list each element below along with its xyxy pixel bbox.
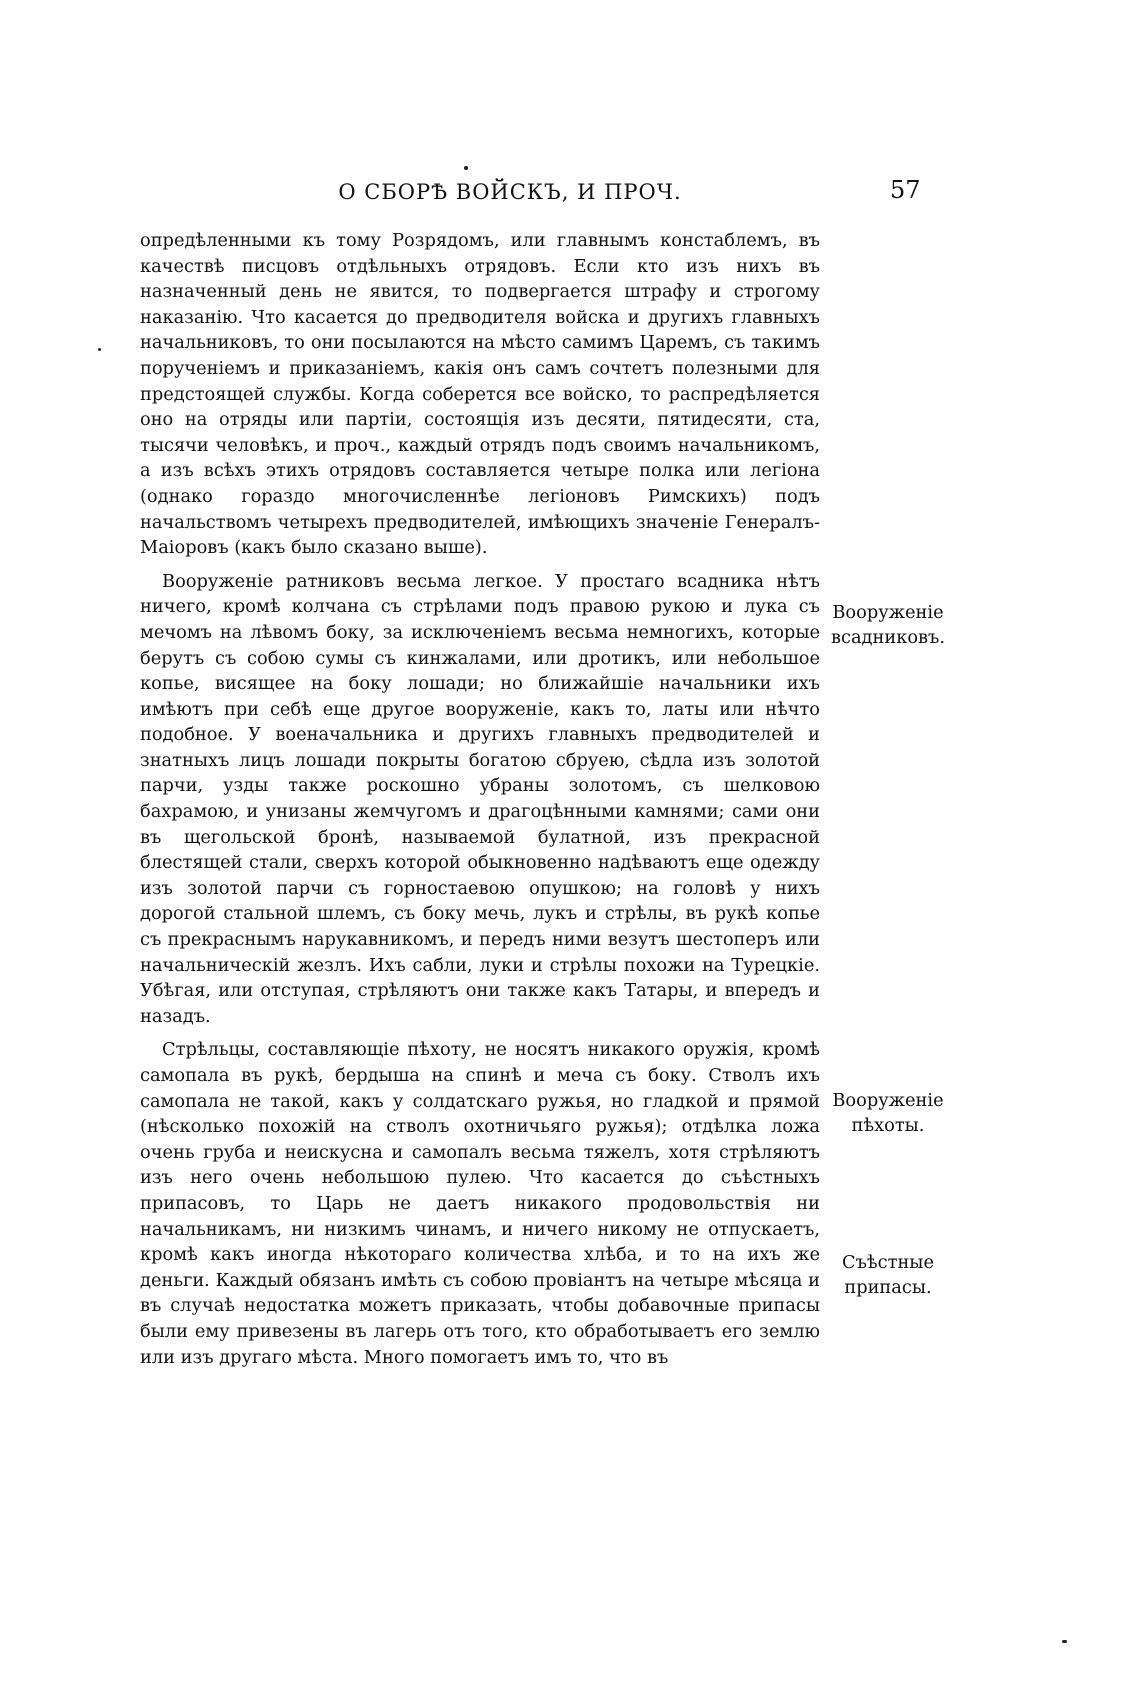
marginal-note: Вооруженіе всадниковъ. xyxy=(830,602,945,648)
paragraph: Стрѣльцы, составляющіе пѣхоту, не носятъ никакого оружія, кромѣ самопала въ рукѣ, бердыша на спинѣ и меча съ боку. Стволъ ихъ самопала не такой, какъ у солдатскаго ружья, но гладкой и прямой (нѣсколько похожій на стволъ охотничьяго ружья); отдѣлка ложа очень груба и неискусна и самопалъ весьма тяжелъ, хотя стрѣляютъ изъ него очень небольшою пулею. Что касается до съѣстныхъ припасовъ, то Царь не даетъ никакого продовольствія ни начальникамъ, ни низкимъ чинамъ, и ничего никому не отпускаетъ, кромѣ какъ иногда нѣкотораго количества хлѣба, и то на ихъ же деньги. Каждый обязанъ имѣть съ собою провіантъ на четыре мѣсяца и въ случаѣ недостатка можетъ приказать, чтобы добавочные припасы были ему привезены въ лагерь отъ того, кто обработываетъ его землю или изъ другаго мѣста. Много помогаетъ имъ то, что въ xyxy=(140,1039,820,1368)
ink-speck xyxy=(98,348,101,351)
paragraph: Вооруженіе ратниковъ весьма легкое. У простаго всадника нѣтъ ничего, кромѣ колчана съ стрѣлами подъ правою рукою и лука съ мечомъ на лѣвомъ боку, за исключеніемъ весьма немногихъ, которые берутъ съ собою сумы съ кинжалами, или дротикъ, или небольшое копье, висящее на боку лошади; но ближайшіе начальники ихъ имѣютъ при себѣ еще другое вооруженіе, какъ то, латы или нѣчто подобное. У военачальника и другихъ главныхъ предводителей и знатныхъ лицъ лошади покрыты богатою сбруею, сѣдла изъ золотой парчи, узды также роскошно убраны золотомъ, съ шелковою бахрамою, и унизаны жемчугомъ и драгоцѣнными камнями; сами они въ щегольской бронѣ, называемой булатной, изъ прекрасной блестящей стали, сверхъ которой обыкновенно надѣваютъ еще одежду изъ золотой парчи съ горностаевою опушкою; на головѣ у нихъ дорогой стальной шлемъ, съ боку мечь, лукъ и стрѣлы, въ рукѣ копье съ прекраснымъ нарукавникомъ, и передъ ними везутъ шестоперъ или начальническій жезлъ. Ихъ сабли, луки и стрѣлы похожи на Турецкіе. Убѣгая, или отступая, стрѣляютъ они также какъ Татары, и впередъ и назадъ. xyxy=(140,570,820,1027)
ink-speck xyxy=(464,166,468,170)
marginal-note: Вооруженіе пѣхоты. xyxy=(832,1090,944,1136)
page-number: 57 xyxy=(890,176,921,204)
body-text xyxy=(140,228,820,1378)
ink-speck xyxy=(1062,1640,1067,1643)
paragraph: опредѣленными къ тому Розрядомъ, или главнымъ констаблемъ, въ качествѣ писцовъ отдѣльныхъ отрядовъ. Если кто изъ нихъ въ назначенный день не явится, то подвергается штрафу и строгому наказанію. Что касается до предводителя войска и другихъ главныхъ начальниковъ, то они посылаются на мѣсто самимъ Царемъ, съ такимъ порученіемъ и приказаніемъ, какія онъ самъ сочтетъ полезными для предстоящей службы. Когда соберется все войско, то распредѣляется оно на отряды или партіи, состоящія изъ десяти, пятидесяти, ста, тысячи человѣкъ, и проч., каждый отрядъ подъ своимъ начальникомъ, а изъ всѣхъ этихъ отрядовъ составляется четыре полка или легіона (однако гораздо многочисленнѣе легіоновъ Римскихъ) подъ начальствомъ четырехъ предводителей, имѣющихъ значеніе Генералъ-Маіоровъ (какъ было сказано выше). xyxy=(140,230,820,559)
marginal-note: Съѣстные припасы. xyxy=(842,1252,934,1298)
running-title: О СБОРѢ ВОЙСКЪ, И ПРОЧ. xyxy=(338,180,682,204)
